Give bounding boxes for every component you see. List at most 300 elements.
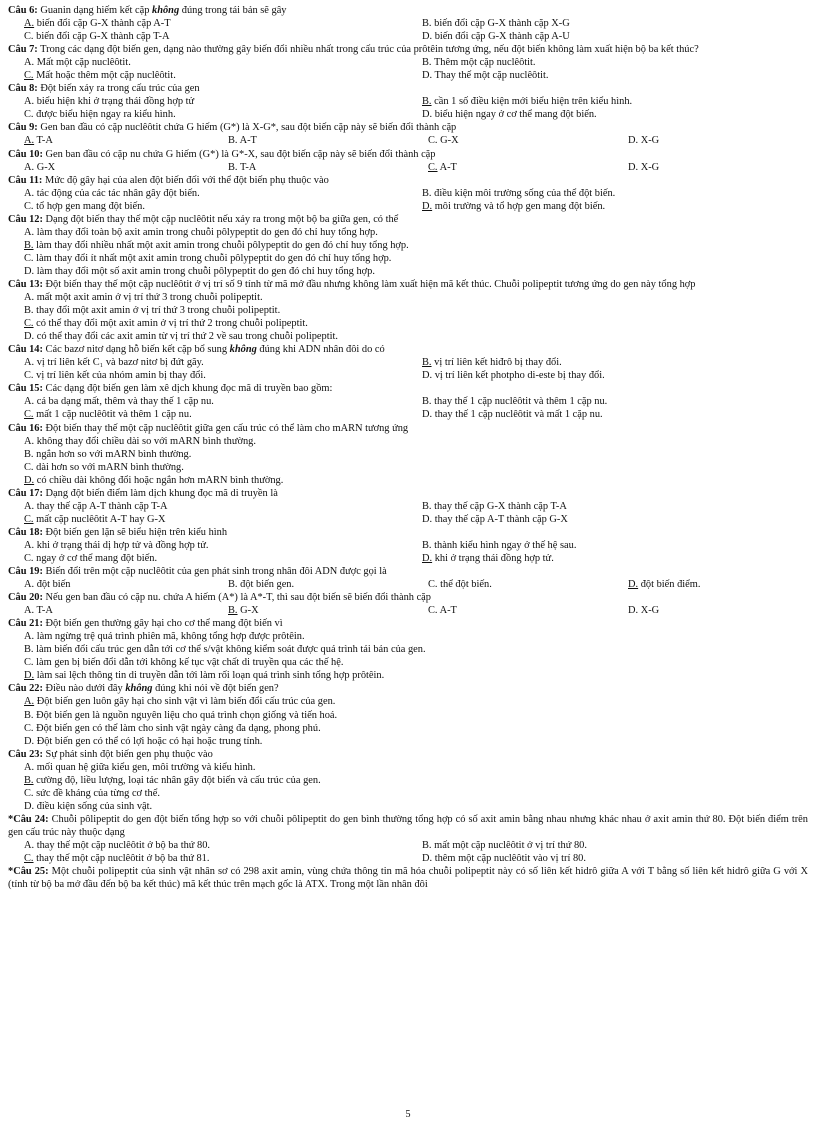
option-letter: D.: [24, 331, 35, 343]
option-letter: B.: [228, 135, 238, 147]
option-text: đột biến: [36, 579, 71, 591]
question-stem: [8, 487, 808, 500]
option-text: biến đổi cặp G-X thành cặp A-U: [434, 31, 570, 43]
answer-option: [8, 852, 408, 865]
option-text: mất một axit amin ở vị trí thứ 3 trong chuỗi polipeptit.: [36, 292, 263, 304]
answer-option: [608, 604, 808, 617]
answer-option: [408, 187, 808, 200]
question-list: [8, 4, 808, 891]
question-label: Câu 21:: [8, 618, 43, 630]
question: [8, 617, 808, 682]
answer-option: [408, 395, 808, 408]
option-row: [8, 369, 808, 382]
option-letter: A.: [24, 631, 35, 643]
option-row: [8, 69, 808, 82]
option-text: G-X: [36, 161, 56, 173]
option-text: thay thế 1 cặp nuclêôtit và mất 1 cặp nu.: [434, 409, 603, 421]
answer-option: [408, 200, 808, 213]
option-letter: C.: [24, 31, 34, 43]
option-text: được biểu hiện ngay ra kiểu hình.: [36, 109, 176, 121]
question-stem: [8, 43, 808, 56]
option-letter: D.: [24, 265, 35, 277]
option-text: làm thay đổi nhiều nhất một axit amin trong chuỗi pôlypeptit do gen đó chỉ huy tổng hợp.: [36, 239, 409, 251]
option-text: Thêm một cặp nuclêôtit.: [433, 57, 536, 69]
answer-option: [8, 578, 208, 591]
option-text: có chiều dài không đổi hoặc ngắn hơn mARN bình thường.: [36, 474, 284, 486]
answer-option: [408, 539, 808, 552]
question-text-end: đúng trong tái bản sẽ gây: [179, 5, 287, 16]
option-text: T-A: [239, 161, 257, 173]
question-text: Gen ban đầu có cặp nuclêôtit chứa G hiếm (G*) là X-G*, sau đột biến cặp này sẽ biến đổi thành cặp: [37, 122, 457, 134]
option-letter: C.: [24, 461, 34, 473]
answer-option: [408, 369, 808, 382]
option-row: [8, 95, 808, 108]
option-row: [8, 539, 808, 552]
question-text-end: đúng khi nói về đột biến gen?: [152, 683, 279, 695]
answer-option: [8, 134, 208, 147]
option-letter: C.: [24, 252, 34, 264]
option-letter: A.: [24, 161, 35, 173]
question-label: Câu 6:: [8, 5, 38, 16]
option-text: điều kiện môi trường sống của thể đột biến.: [434, 187, 616, 199]
answer-option: [8, 330, 808, 343]
question: [8, 343, 808, 382]
question: [8, 865, 808, 891]
answer-option: [8, 552, 408, 565]
option-text: Đột biến gen có thể có lợi hoặc có hại hoặc trung tính.: [36, 735, 263, 747]
answer-option: [8, 448, 808, 461]
option-text: vị trí liên kết của nhóm amin bị thay đổi.: [36, 370, 206, 382]
option-row: [8, 852, 808, 865]
option-letter: B.: [228, 161, 238, 173]
option-row: [8, 500, 808, 513]
option-letter: D.: [628, 161, 639, 173]
option-text: X-G: [640, 605, 660, 617]
option-letter: A.: [24, 696, 35, 708]
answer-option: [408, 552, 808, 565]
question-label: *Câu 25:: [8, 866, 49, 878]
question-text: Chuỗi pôlipeptit do gen đột biến tổng hợp so với chuỗi pôlipeptit do gen bình thường tổng hợp có số axit amin bằng nhau nhưng khác nhau ở axit amin thứ 80. Đột biến điểm trên gen cấu trúc này thuộc dạng: [8, 813, 808, 838]
option-letter: B.: [422, 96, 432, 108]
answer-option: [8, 200, 408, 213]
option-letter: D.: [628, 579, 639, 591]
option-letter: C.: [24, 722, 34, 734]
answer-option: [408, 108, 808, 121]
question-stem: [8, 4, 808, 17]
option-letter: A.: [24, 579, 35, 591]
option-text: đột biến gen.: [240, 579, 295, 591]
answer-option: [408, 839, 808, 852]
option-letter: D.: [422, 513, 433, 525]
answer-option: [8, 30, 408, 43]
question: [8, 526, 808, 565]
question-text: Đột biến gen thường gây hại cho cơ thể mang đột biến vì: [42, 618, 283, 630]
question-stem: [8, 591, 808, 604]
option-text: G-X: [440, 135, 459, 147]
answer-option: [408, 578, 608, 591]
answer-option: [8, 395, 408, 408]
option-text: thể đột biến.: [440, 579, 492, 591]
question-label: Câu 18:: [8, 526, 43, 538]
answer-option: [608, 134, 808, 147]
option-text: biến đổi cặp G-X thành cặp A-T: [36, 18, 171, 30]
question-emphasis: không: [229, 344, 257, 356]
answer-option: [8, 408, 408, 421]
answer-option: [8, 669, 808, 682]
option-text: Đột biến gen có thể làm cho sinh vật ngày càng đa dạng, phong phú.: [36, 722, 321, 734]
option-text: cả ba dạng mất, thêm và thay thế 1 cặp nu.: [36, 396, 214, 408]
question-stem: [8, 682, 808, 695]
answer-option: [408, 134, 608, 147]
option-text: biểu hiện ngay ở cơ thể mang đột biến.: [434, 109, 597, 121]
option-letter: B.: [24, 305, 34, 317]
answer-option: [408, 500, 808, 513]
option-text: A-T: [439, 161, 457, 173]
question-stem: [8, 278, 808, 291]
option-text: Đột biến gen luôn gây hại cho sinh vật vì làm biến đổi cấu trúc của gen.: [36, 696, 336, 708]
question-text: Sự phát sinh đột biến gen phụ thuộc vào: [42, 748, 213, 760]
answer-option: [408, 30, 808, 43]
answer-option: [8, 108, 408, 121]
option-row: [8, 578, 808, 591]
question-label: Câu 15:: [8, 383, 43, 395]
option-text: A-T: [439, 605, 457, 617]
answer-option: [8, 317, 808, 330]
option-text: làm gen bị biến đổi dẫn tới không kế tục vật chất di truyền qua các thế hệ.: [36, 657, 344, 669]
answer-option: [8, 800, 808, 813]
option-letter: A.: [24, 500, 35, 512]
option-row: [8, 395, 808, 408]
option-text: thay thế một cặp nuclêôtit ở bộ ba thứ 80.: [36, 840, 211, 851]
answer-option: [208, 161, 408, 174]
option-letter: C.: [428, 135, 438, 147]
question: [8, 82, 808, 121]
option-letter: D.: [24, 474, 35, 486]
answer-option: [8, 513, 408, 526]
question-label: Câu 22:: [8, 683, 43, 695]
option-letter: C.: [24, 657, 34, 669]
option-text: không thay đổi chiều dài so với mARN bình thường.: [36, 435, 256, 447]
option-letter: D.: [422, 370, 433, 382]
option-row: [8, 17, 808, 30]
answer-option: [8, 761, 808, 774]
question-label: Câu 23:: [8, 748, 43, 760]
option-letter: A.: [24, 539, 35, 551]
answer-option: [608, 578, 808, 591]
question: [8, 213, 808, 278]
question-stem: [8, 748, 808, 761]
option-letter: D.: [24, 735, 35, 747]
option-letter: B.: [24, 644, 34, 656]
option-letter: C.: [428, 161, 438, 173]
option-letter: D.: [422, 409, 433, 421]
option-row: [8, 30, 808, 43]
answer-option: [8, 774, 808, 787]
answer-option: [8, 356, 408, 369]
question-text: Mức độ gây hại của alen đột biến đối với thể đột biến phụ thuộc vào: [42, 174, 329, 186]
question: [8, 4, 808, 43]
option-letter: C.: [24, 853, 34, 865]
option-letter: C.: [24, 787, 34, 799]
option-text: tổ hợp gen mang đột biến.: [36, 200, 145, 212]
question-label: Câu 17:: [8, 487, 43, 499]
option-letter: A.: [24, 605, 35, 617]
option-letter: A.: [24, 57, 35, 69]
question-text: Dạng đột biến thay thế một cặp nuclêôtit nếu xảy ra trong một bộ ba giữa gen, có thể: [42, 213, 399, 225]
option-text: X-G: [640, 135, 660, 147]
option-text: có thể thay đổi một axit amin ở vị trí thứ 2 trong chuỗi polipeptit.: [36, 318, 308, 330]
question: [8, 148, 808, 174]
answer-option: [8, 474, 808, 487]
answer-option: [408, 95, 808, 108]
question-stem: [8, 148, 808, 161]
option-text: T-A: [36, 135, 53, 147]
option-text: thay thế 1 cặp nuclêôtit và thêm 1 cặp nu.: [434, 396, 608, 408]
option-text: thay thế cặp G-X thành cặp T-A: [434, 500, 567, 512]
question-text-end: đúng khi ADN nhân đôi do có: [256, 344, 385, 356]
option-text: G-X: [240, 605, 259, 617]
question-label: Câu 20:: [8, 592, 43, 604]
option-letter: B.: [422, 187, 432, 199]
option-text: vị trí liên kết photpho di-este bị thay đổi.: [434, 370, 605, 382]
question-label: Câu 14:: [8, 344, 43, 356]
question: [8, 174, 808, 213]
question-stem: [8, 213, 808, 226]
question-stem: [8, 617, 808, 630]
option-letter: A.: [24, 96, 35, 108]
answer-option: [8, 304, 808, 317]
option-letter: C.: [428, 605, 438, 617]
question-label: Câu 12:: [8, 213, 43, 225]
option-text: cường độ, liều lượng, loại tác nhân gây đột biến và cấu trúc của gen.: [36, 774, 321, 786]
option-letter: A.: [24, 18, 35, 30]
answer-option: [8, 709, 808, 722]
option-row: [8, 200, 808, 213]
answer-option: [208, 604, 408, 617]
option-text: đột biến điểm.: [640, 579, 701, 591]
option-row: [8, 408, 808, 421]
question-stem: [8, 422, 808, 435]
option-letter: B.: [422, 840, 432, 851]
answer-option: [8, 643, 808, 656]
question-text: Điều nào dưới đây: [42, 683, 126, 695]
question-label: Câu 9:: [8, 122, 38, 134]
option-text: môi trường và tổ hợp gen mang đột biến.: [434, 200, 606, 212]
option-text: thêm một cặp nuclêôtit vào vị trí 80.: [434, 853, 586, 865]
option-letter: C.: [428, 579, 438, 591]
answer-option: [8, 500, 408, 513]
question-text: Nếu gen ban đầu có cặp nu. chứa A hiếm (A*) là A*-T, thì sau đột biến sẽ biến đổi thành cặp: [42, 592, 431, 604]
question-stem: [8, 526, 808, 539]
option-letter: B.: [24, 448, 34, 460]
option-letter: B.: [422, 396, 432, 408]
answer-option: [8, 95, 408, 108]
option-letter: B.: [422, 500, 432, 512]
answer-option: [8, 161, 208, 174]
question-stem: [8, 565, 808, 578]
answer-option: [8, 656, 808, 669]
question-emphasis: không: [152, 5, 180, 16]
question-label: Câu 11:: [8, 174, 43, 186]
option-letter: B.: [422, 539, 432, 551]
option-letter: A.: [24, 226, 35, 238]
question-text: Các bazơ nitơ dạng hỗ biến kết cặp bổ sung: [42, 344, 230, 356]
option-text: mất một cặp nuclêôtit ở vị trí thứ 80.: [434, 840, 587, 851]
question: [8, 748, 808, 813]
question-text: Guanin dạng hiếm kết cặp: [37, 5, 152, 16]
question: [8, 121, 808, 147]
option-text: dài hơn so với mARN bình thường.: [36, 461, 184, 473]
question: [8, 565, 808, 591]
option-row: [8, 134, 808, 147]
question-label: Câu 19:: [8, 566, 43, 578]
answer-option: [408, 852, 808, 865]
answer-option: [208, 578, 408, 591]
option-text: Thay thế một cặp nuclêôtit.: [434, 70, 549, 82]
option-text: làm thay đổi ít nhất một axit amin trong chuỗi pôlypeptit do gen đó chỉ huy tổng hợp.: [36, 252, 392, 264]
option-letter: D.: [422, 200, 433, 212]
answer-option: [8, 787, 808, 800]
option-text: thay thế cặp A-T thành cặp T-A: [36, 500, 168, 512]
question: [8, 487, 808, 526]
option-row: [8, 56, 808, 69]
option-letter: D.: [422, 109, 433, 121]
option-text: làm thay đổi toàn bộ axit amin trong chuỗi pôlypeptit do gen đó chỉ huy tổng hợp.: [36, 226, 378, 238]
answer-option: [408, 17, 808, 30]
option-letter: B.: [24, 239, 34, 251]
option-row: [8, 161, 808, 174]
option-text: A-T: [239, 135, 257, 147]
question-stem: [8, 174, 808, 187]
option-letter: D.: [422, 31, 433, 43]
option-text: làm biến đổi cấu trúc gen dẫn tới cơ thể s/vật không kiểm soát được quá trình tái bản của gen.: [36, 644, 426, 656]
answer-option: [8, 187, 408, 200]
option-letter: B.: [422, 57, 432, 69]
option-text: làm thay đổi một số axit amin trong chuỗi pôlypeptit do gen đó chỉ huy tổng hợp.: [36, 265, 375, 277]
answer-option: [8, 265, 808, 278]
option-letter: B.: [228, 579, 238, 591]
option-text: có thể thay đổi các axit amin từ vị trí thứ 2 về sau trong chuỗi polipeptit.: [36, 331, 338, 343]
option-letter: A.: [24, 292, 35, 304]
answer-option: [408, 56, 808, 69]
option-letter: D.: [422, 552, 433, 564]
option-letter: A.: [24, 840, 35, 851]
option-letter: B.: [24, 774, 34, 786]
option-row: [8, 552, 808, 565]
option-letter: C.: [24, 513, 34, 525]
option-text: biến đổi cặp G-X thành cặp T-A: [36, 31, 170, 43]
option-letter: C.: [24, 318, 34, 330]
option-letter: A.: [24, 357, 35, 369]
question-text: Đột biến gen lặn sẽ biểu hiện trên kiểu hình: [42, 526, 228, 538]
option-row: [8, 604, 808, 617]
question-stem: [8, 121, 808, 134]
answer-option: [408, 69, 808, 82]
option-text: làm sai lệch thông tin di truyền dẫn tới làm rối loạn quá trình sinh tổng hợp prôtêin.: [36, 670, 385, 682]
option-letter: A.: [24, 187, 35, 199]
option-text: điều kiện sống của sinh vật.: [36, 800, 153, 812]
option-text: Đột biến gen là nguồn nguyên liệu cho quá trình chọn giống và tiến hoá.: [36, 709, 338, 721]
answer-option: [8, 435, 808, 448]
question-stem: [8, 382, 808, 395]
option-row: [8, 187, 808, 200]
option-text: ngắn hơn so với mARN bình thường.: [36, 448, 192, 460]
answer-option: [8, 461, 808, 474]
option-row: [8, 839, 808, 852]
question-text: Đột biến thay thế một cặp nuclêôtit ở vị trí số 9 tính từ mã mở đầu nhưng không làm xuất hiện mã kết thúc. Chuỗi polipeptit tương ứng do gen này tổng hợp: [42, 278, 696, 290]
option-text: mất cặp nuclêôtit A-T hay G-X: [36, 513, 166, 525]
question: [8, 422, 808, 487]
question-text: Đột biến xảy ra trong cấu trúc của gen: [37, 83, 200, 95]
option-text: Mất một cặp nuclêôtit.: [36, 57, 131, 69]
question-text: Trong các dạng đột biến gen, dạng nào thường gây biến đổi nhiều nhất trong cấu trúc của prôtêin tương ứng, nếu đột biến không làm xuất hiện bộ ba kết thúc?: [37, 44, 699, 56]
question-text: Biến đổi trên một cặp nuclêôtit của gen phát sinh trong nhân đôi ADN được gọi là: [42, 566, 387, 578]
option-letter: C.: [24, 109, 34, 121]
option-text: ngay ở cơ thể mang đột biến.: [36, 552, 158, 564]
answer-option: [8, 291, 808, 304]
question-label: Câu 13:: [8, 278, 43, 290]
option-letter: A.: [24, 761, 35, 773]
option-text: thay thế một cặp nuclêôtit ở bộ ba thứ 81.: [36, 853, 210, 865]
question: [8, 278, 808, 343]
answer-option: [8, 722, 808, 735]
option-letter: A.: [24, 435, 35, 447]
option-letter: C.: [24, 409, 34, 421]
question: [8, 813, 808, 865]
option-letter: D.: [24, 670, 35, 682]
option-letter: B.: [422, 18, 432, 30]
option-letter: C.: [24, 370, 34, 382]
question-text: Các dạng đột biến gen làm xê dịch khung đọc mã di truyền bao gồm:: [42, 383, 333, 395]
answer-option: [8, 17, 408, 30]
question-stem: [8, 343, 808, 356]
answer-option: [608, 161, 808, 174]
page-number: 5: [405, 1109, 411, 1120]
option-letter: D.: [422, 70, 433, 82]
option-text: khi ở trạng thái dị hợp tử và đồng hợp tử.: [36, 539, 209, 551]
question: [8, 43, 808, 82]
question-label: Câu 7:: [8, 44, 38, 56]
question-label: Câu 10:: [8, 148, 43, 160]
answer-option: [8, 604, 208, 617]
option-text: vị trí liên kết C₁ và bazơ nitơ bị đứt gãy.: [36, 357, 204, 369]
question-label: Câu 8:: [8, 83, 38, 95]
answer-option: [408, 161, 608, 174]
answer-option: [8, 239, 808, 252]
option-letter: D.: [628, 135, 639, 147]
option-row: [8, 108, 808, 121]
option-text: T-A: [36, 605, 53, 617]
option-text: biến đổi cặp G-X thành cặp X-G: [434, 18, 570, 30]
answer-option: [8, 839, 408, 852]
option-letter: B.: [422, 357, 432, 369]
question-text: Dạng đột biến điểm làm dịch khung đọc mã di truyền là: [42, 487, 278, 499]
answer-option: [208, 134, 408, 147]
answer-option: [408, 604, 608, 617]
question: [8, 382, 808, 421]
option-letter: D.: [422, 853, 433, 865]
question-text: Đột biến thay thế một cặp nuclêôtit giữa gen cấu trúc có thể làm cho mARN tương ứng: [42, 422, 409, 434]
answer-option: [8, 252, 808, 265]
option-text: tác động của các tác nhân gây đột biến.: [36, 187, 200, 199]
option-text: vị trí liên kết hiđrô bị thay đổi.: [434, 357, 562, 369]
question-emphasis: không: [125, 683, 153, 695]
question: [8, 682, 808, 747]
option-letter: B.: [24, 709, 34, 721]
option-text: sức đề kháng của từng cơ thể.: [36, 787, 160, 799]
option-text: thành kiểu hình ngay ở thế hệ sau.: [434, 539, 577, 551]
question-stem: [8, 813, 808, 839]
